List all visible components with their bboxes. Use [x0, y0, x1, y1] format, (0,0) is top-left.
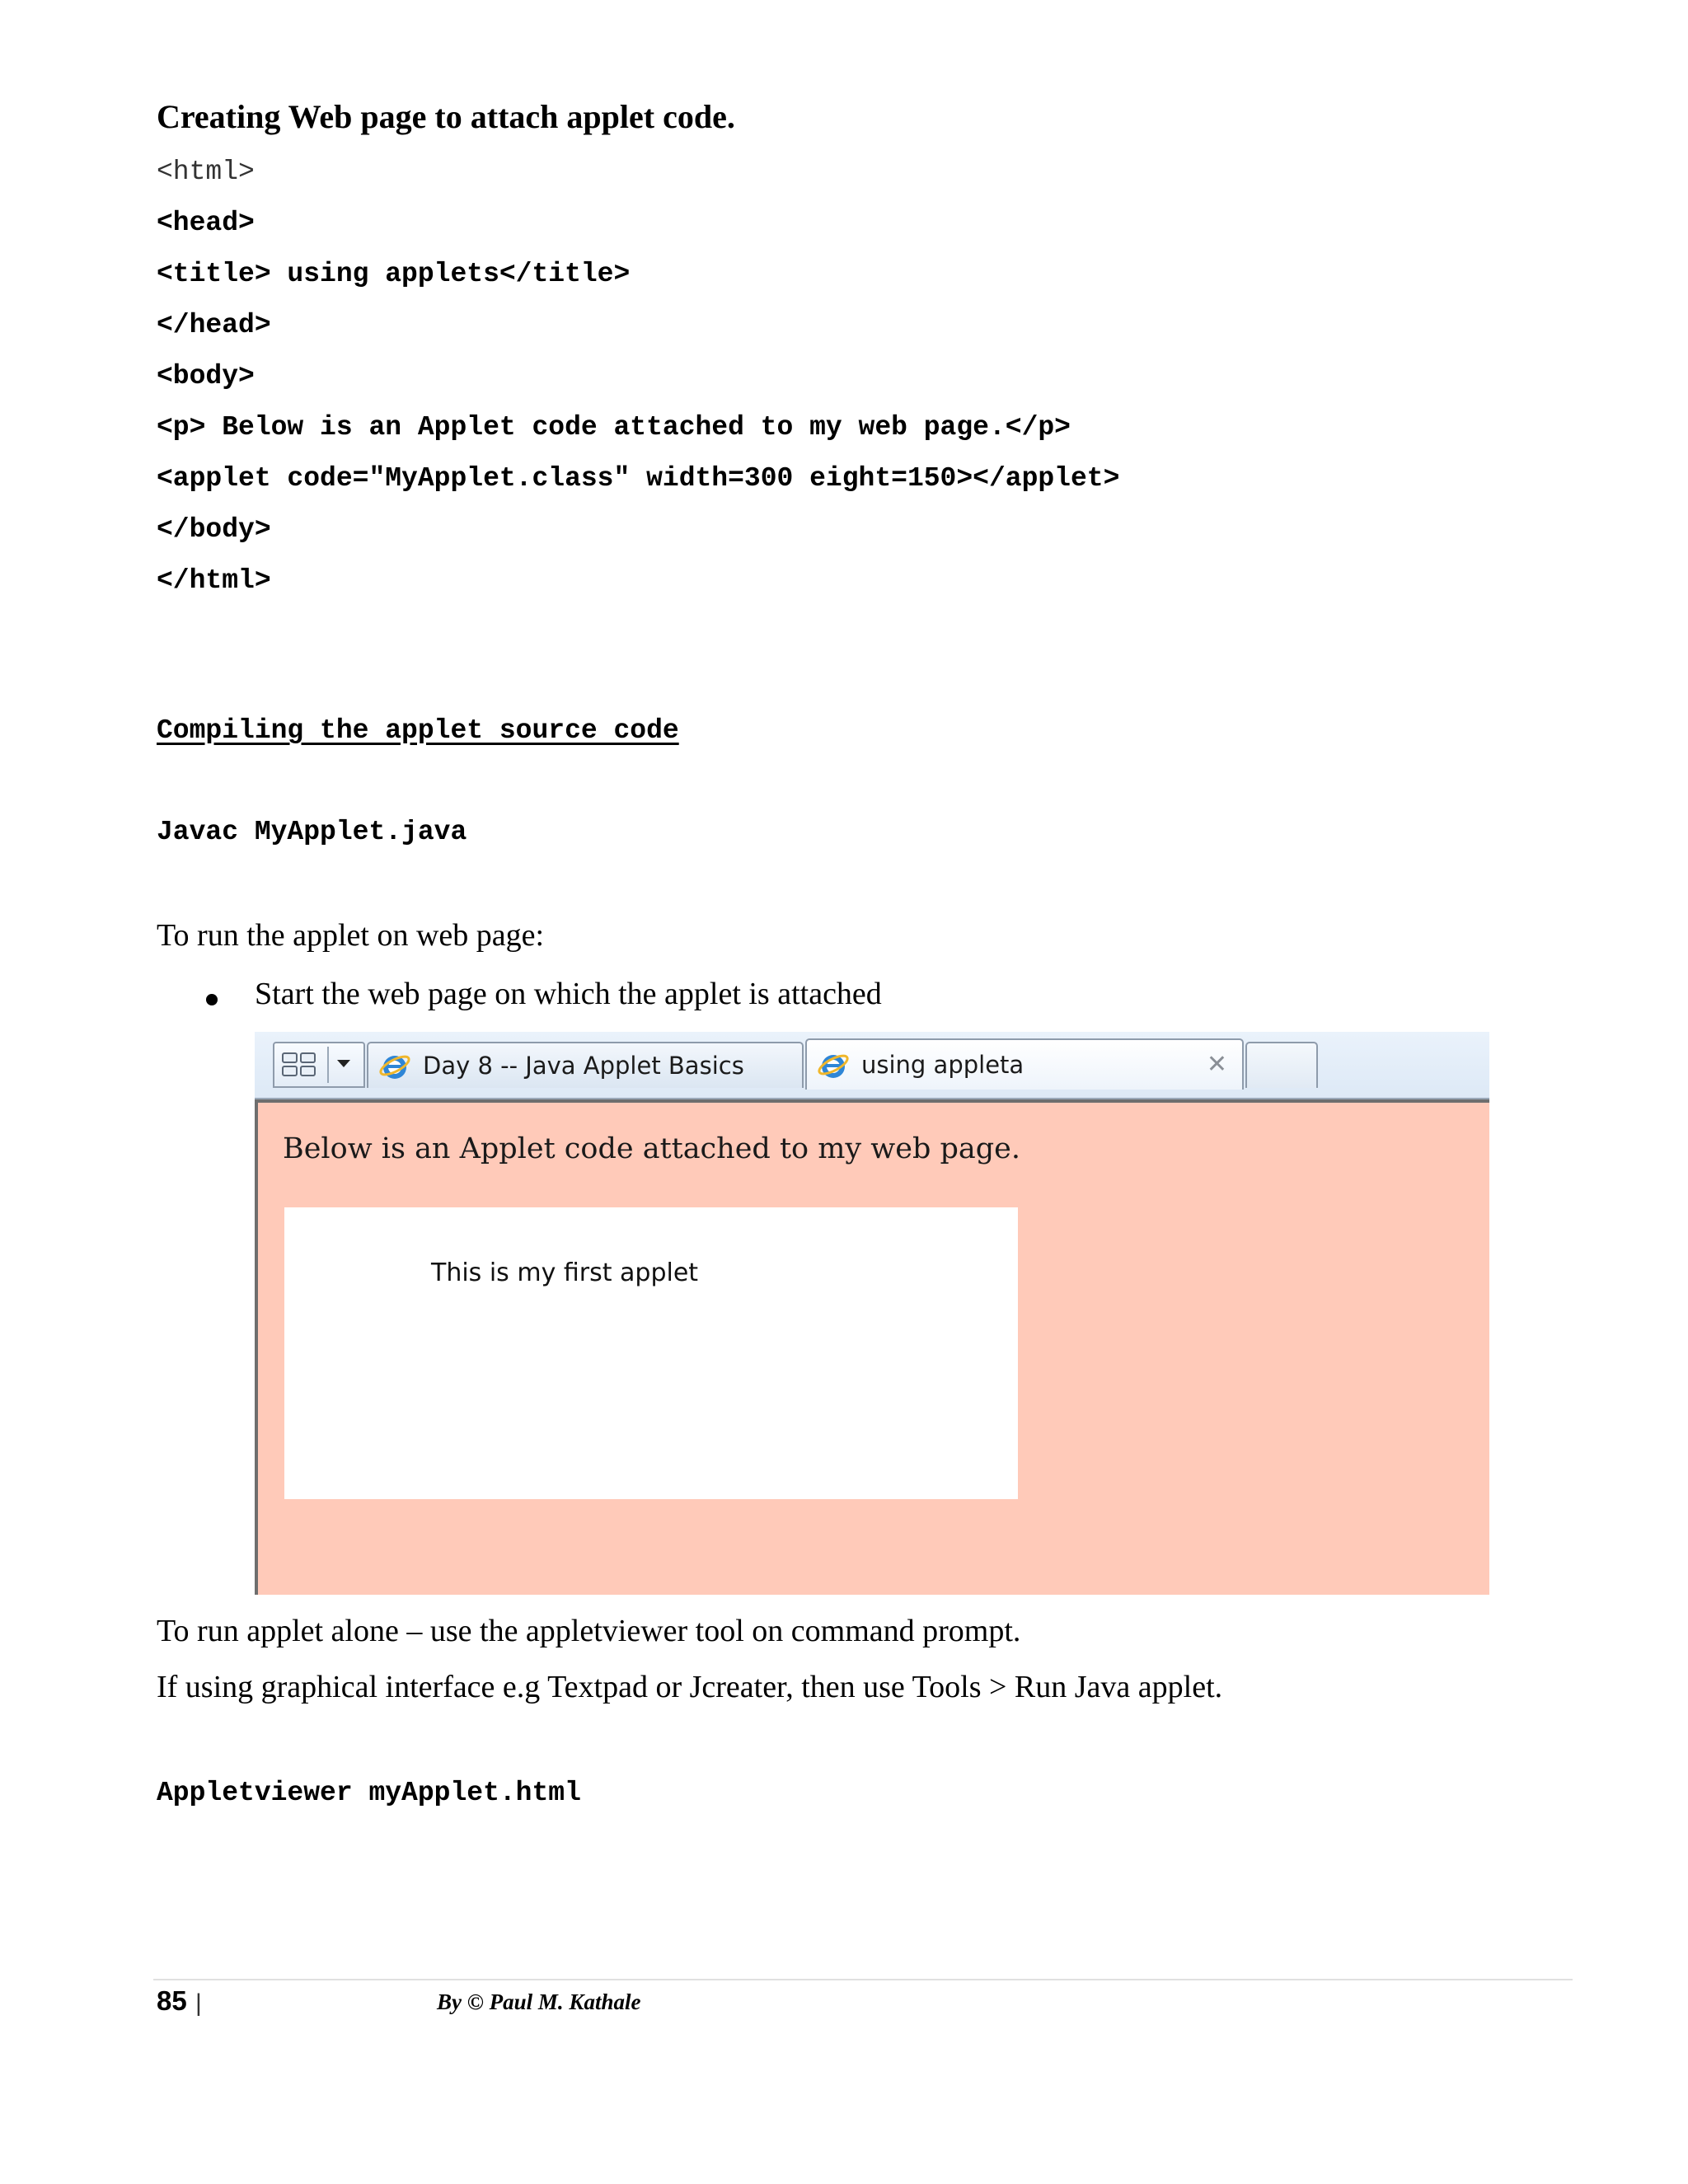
appletviewer-command: Appletviewer myApplet.html: [157, 1778, 581, 1808]
gui-note-text: If using graphical interface e.g Textpad or Jcreater, then use Tools > Run Java applet.: [157, 1670, 1223, 1704]
run-alone-text: To run applet alone – use the appletviewer tool on command prompt.: [157, 1614, 1021, 1648]
code-line: <p> Below is an Applet code attached to my web page.</p>: [157, 412, 1071, 443]
ie-icon: [378, 1051, 411, 1082]
bullet-icon: [206, 994, 218, 1005]
browser-tab-bar: [255, 1032, 1489, 1099]
code-line: </html>: [157, 565, 271, 596]
code-line: <body>: [157, 361, 255, 391]
quick-tabs-button[interactable]: [273, 1042, 365, 1088]
tab-label: using appleta: [861, 1051, 1025, 1079]
browser-content-area: [255, 1099, 1489, 1595]
divider: [327, 1047, 329, 1083]
browser-screenshot: [255, 1032, 1489, 1595]
code-line: <title> using applets</title>: [157, 259, 631, 289]
code-line: <html>: [157, 157, 255, 187]
compile-heading: Compiling the applet source code: [157, 715, 679, 746]
new-tab-button[interactable]: [1245, 1042, 1318, 1088]
applet-text: This is my first applet: [431, 1258, 699, 1287]
run-intro-text: To run the applet on web page:: [157, 918, 545, 953]
ie-icon: [817, 1050, 850, 1081]
page-paragraph: Below is an Applet code attached to my web page.: [283, 1132, 1021, 1165]
tab-day-8-java-applet-basics[interactable]: [367, 1042, 804, 1088]
code-line: </head>: [157, 310, 271, 340]
page-number: 85: [157, 1985, 187, 2016]
quick-tabs-grid-icon: [281, 1052, 317, 1078]
close-tab-icon[interactable]: ✕: [1206, 1050, 1227, 1079]
bullet-item: Start the web page on which the applet is attached: [255, 977, 882, 1011]
code-line: </body>: [157, 514, 271, 545]
tab-label: Day 8 -- Java Applet Basics: [423, 1052, 744, 1080]
footer-author: By © Paul M. Kathale: [437, 1990, 641, 2014]
chevron-down-icon[interactable]: [337, 1060, 350, 1067]
footer-separator: |: [195, 1990, 202, 2017]
applet-area: [284, 1207, 1018, 1499]
code-line: <head>: [157, 208, 255, 238]
tab-using-appleta[interactable]: [805, 1038, 1244, 1090]
compile-command: Javac MyApplet.java: [157, 817, 467, 847]
footer-divider: [153, 1979, 1573, 1980]
section-heading: Creating Web page to attach applet code.: [157, 98, 735, 135]
code-line: <applet code="MyApplet.class" width=300 eight=150></applet>: [157, 463, 1120, 494]
